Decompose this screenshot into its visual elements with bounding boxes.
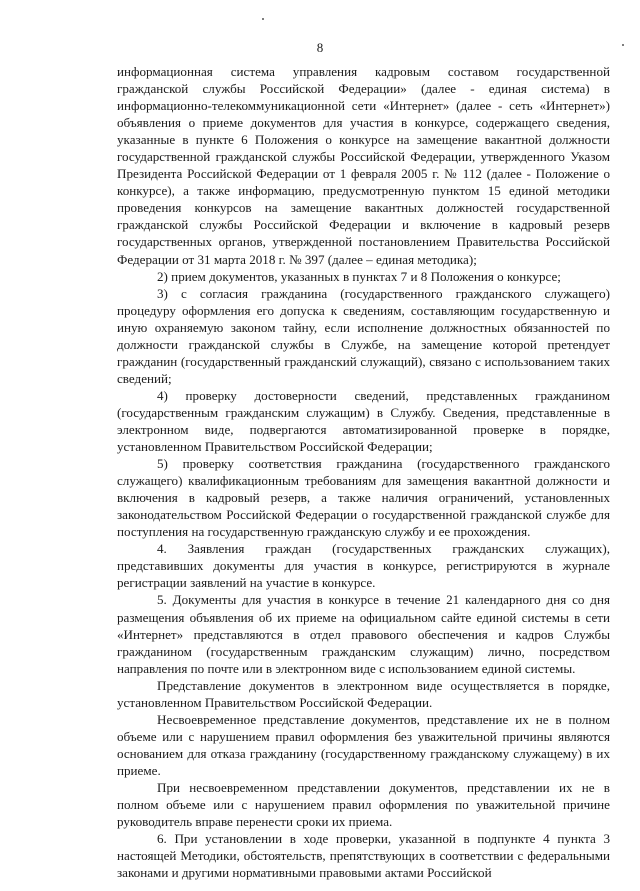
document-body (117, 63, 610, 881)
paragraph: При несвоевременном представлении документов, представлении их не в полном объеме или с нарушением правил оформления по уважительной причине руководитель вправе перенести сроки их приема. (117, 779, 610, 830)
paragraph: 4) проверку достоверности сведений, представленных гражданином (государственным гражданским служащим) в Службу. Сведения, представленные в электронном виде, подвергаются автоматизированной проверке в порядке, установленном Правительством Российской Федерации; (117, 387, 610, 455)
paragraph: 3) с согласия гражданина (государственного гражданского служащего) процедуру оформления его допуска к сведениям, составляющим государственную и иную охраняемую законом тайну, если исполнение должностных обязанностей по должности гражданской службы в Службе, на замещение которой претендует гражданин (государственный гражданский служащий), связано с использованием таких сведений; (117, 285, 610, 386)
paragraph: 2) прием документов, указанных в пунктах 7 и 8 Положения о конкурсе; (157, 268, 561, 284)
paragraph: 4. Заявления граждан (государственных гражданских служащих), представивших документы для участия в конкурсе, регистрируются в журнале регистрации заявлений на участие в конкурсе. (117, 541, 610, 591)
paragraph: Представление документов в электронном виде осуществляется в порядке, установленном Правительством Российской Федерации. (117, 677, 610, 710)
paragraph: 5. Документы для участия в конкурсе в течение 21 календарного дня со дня размещения объявления об их приеме на официальном сайте единой системы в сети «Интернет» представляются в отдел правового обеспечения и кадров Службы гражданином (государственным гражданским служащим) лично, посредством направления по почте или в электронном виде с использованием единой системы. (117, 592, 610, 676)
page-number: 8 (316, 40, 324, 55)
scan-speck (262, 18, 264, 20)
paragraph: информационная система управления кадровым составом государственной гражданской службы Российской Федерации» (далее - единая система) в информационно-телекоммуникационной сети «Интернет» (далее - сеть «Интернет») объявления о приеме документов для участия в конкурсе, содержащего сведения, указанные в пункте 6 Положения о конкурсе на замещение вакантной должности государственной гражданской службы Российской Федерации, утвержденного Указом Президента Российской Федерации от 1 февраля 2005 г. № 112 (далее - Положение о конкурсе), а также информацию, предусмотренную пунктом 15 единой методики проведения конкурсов на замещение вакантных должностей государственной гражданской службы Российской Федерации и включение в кадровый резерв государственных органов, утвержденной постановлением Правительства Российской Федерации от 31 марта 2018 г. № 397 (далее – единая методика); (117, 64, 610, 267)
paragraph: Несвоевременное представление документов, представление их не в полном объеме или с нарушением правил оформления без уважительной причины являются основанием для отказа гражданину (государственному гражданскому служащему) в их приеме. (117, 711, 610, 778)
paragraph: 6. При установлении в ходе проверки, указанной в подпункте 4 пункта 3 настоящей Методики, обстоятельств, препятствующих в соответствии с федеральными законами и другими нормативными правовыми актами Российской (117, 831, 610, 881)
paragraph: 5) проверку соответствия гражданина (государственного гражданского служащего) квалификационным требованиям для замещения вакантной должности и включения в кадровый резерв, а также наличия ограничений, установленных законодательством Российской Федерации о государственной гражданской службе для поступления на государственную гражданскую службу и ее прохождения. (117, 456, 610, 540)
